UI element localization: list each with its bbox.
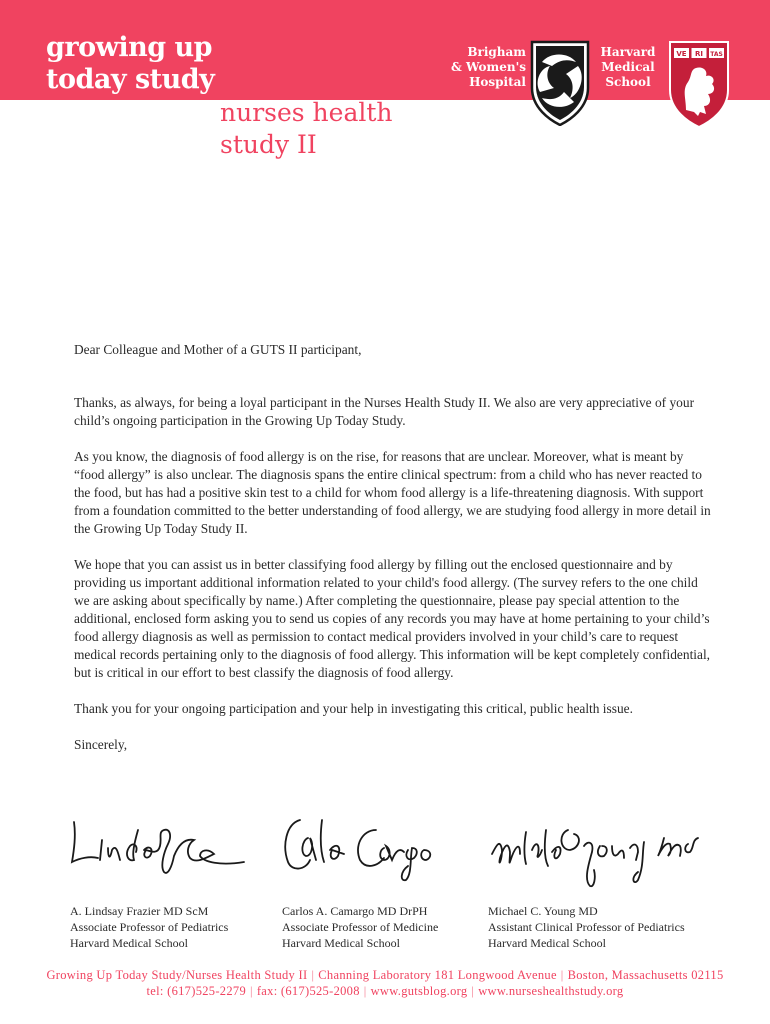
hms-name-line1: Harvard xyxy=(600,45,656,59)
hms-name-line3: School xyxy=(605,75,651,89)
signer-name: A. Lindsay Frazier MD ScM xyxy=(70,904,209,918)
bwh-name-line2: & Women's xyxy=(451,60,526,74)
signer-name: Michael C. Young MD xyxy=(488,904,598,918)
footer-web-nhs[interactable]: www.nurseshealthstudy.org xyxy=(478,984,624,998)
signature-young xyxy=(488,810,708,890)
hms-name-line2: Medical xyxy=(601,60,655,74)
bwh-name-line1: Brigham xyxy=(467,45,526,59)
nhs-title-line1: nurses health xyxy=(220,98,393,127)
signer-title: Associate Professor of Medicine xyxy=(282,920,439,934)
footer-web-gutsblog[interactable]: www.gutsblog.org xyxy=(370,984,468,998)
footer-line-1: Growing Up Today Study/Nurses Health Study II | Channing Laboratory 181 Longwood Avenue | Boston, Massachusetts 02115 xyxy=(46,968,724,982)
signer-org: Harvard Medical School xyxy=(488,936,606,950)
letter-paragraph-2: As you know, the diagnosis of food allergy is on the rise, for reasons that are unclear. Moreover, what is meant by “food allergy” is also unclear. The diagnosis spans the entire clinical spectrum: from a child who has never reacted to the food, but has had a positive skin test to a child for whom food allergy is a life-threatening diagnosis. With support from a foundation committed to the better understanding of food allergy, we are studying food allergy in more detail in the Growing Up Today Study II. xyxy=(74,449,711,536)
signer-title: Associate Professor of Pediatrics xyxy=(70,920,229,934)
bwh-shield-logo xyxy=(530,40,590,126)
shield-book-2: RI xyxy=(695,50,703,58)
nhs-logo-title xyxy=(220,97,393,161)
signer-frazier xyxy=(70,903,228,951)
footer-line-2: tel: (617)525-2279 | fax: (617)525-2008 | www.gutsblog.org | www.nurseshealthstudy.org xyxy=(146,984,624,998)
footer-address: Channing Laboratory 181 Longwood Avenue xyxy=(318,968,557,982)
hms-school-name xyxy=(596,45,660,90)
letter-paragraph-4: Thank you for your ongoing participation and your help in investigating this critical, public health issue. xyxy=(74,701,633,716)
letter-paragraph-3: We hope that you can assist us in better classifying food allergy by filling out the enclosed questionnaire and by providing us important additional information related to your child's food allergy. (The survey refers to the one child we are asking about specifically by name.) After completing the questionnaire, please pay special attention to the additional, enclosed form asking you to send us copies of any records you may have at home pertaining to your child’s food allergy diagnosis as well as permission to contact medical providers involved in your child’s care to request medical records pertaining only to the diagnosis of food allergy. This information will be kept completely confidential, but is critical in our effort to best classify the diagnosis of food allergy. xyxy=(74,557,711,680)
signer-org: Harvard Medical School xyxy=(70,936,188,950)
nhs-title-line2: study II xyxy=(220,130,317,159)
letter-greeting: Dear Colleague and Mother of a GUTS II participant, xyxy=(74,342,362,357)
letter-body xyxy=(74,341,714,772)
signer-name: Carlos A. Camargo MD DrPH xyxy=(282,904,428,918)
shield-book-3: TAS xyxy=(710,51,723,58)
letter-closing: Sincerely, xyxy=(74,737,128,752)
bwh-hospital-name xyxy=(440,45,526,90)
footer-fax: fax: (617)525-2008 xyxy=(256,984,360,998)
signer-org: Harvard Medical School xyxy=(282,936,400,950)
letter-paragraph-1: Thanks, as always, for being a loyal participant in the Nurses Health Study II. We also are very appreciative of your child’s ongoing participation in the Growing Up Today Study. xyxy=(74,395,695,428)
guts-title-line1: growing up xyxy=(46,32,213,63)
guts-logo-title xyxy=(46,32,214,96)
signer-young xyxy=(488,903,685,951)
shield-book-1: VE xyxy=(676,50,687,58)
signature-frazier xyxy=(68,810,248,880)
signer-title: Assistant Clinical Professor of Pediatrics xyxy=(488,920,685,934)
footer-tel: tel: (617)525-2279 xyxy=(146,984,247,998)
footer-org: Growing Up Today Study/Nurses Health Study II xyxy=(46,968,308,982)
letterhead-footer xyxy=(0,967,770,999)
hms-veritas-shield-logo xyxy=(668,40,730,128)
footer-city: Boston, Massachusetts 02115 xyxy=(567,968,724,982)
bwh-name-line3: Hospital xyxy=(469,75,526,89)
signature-camargo xyxy=(280,810,450,885)
guts-title-line2: today study xyxy=(46,64,215,95)
signer-camargo xyxy=(282,903,438,951)
